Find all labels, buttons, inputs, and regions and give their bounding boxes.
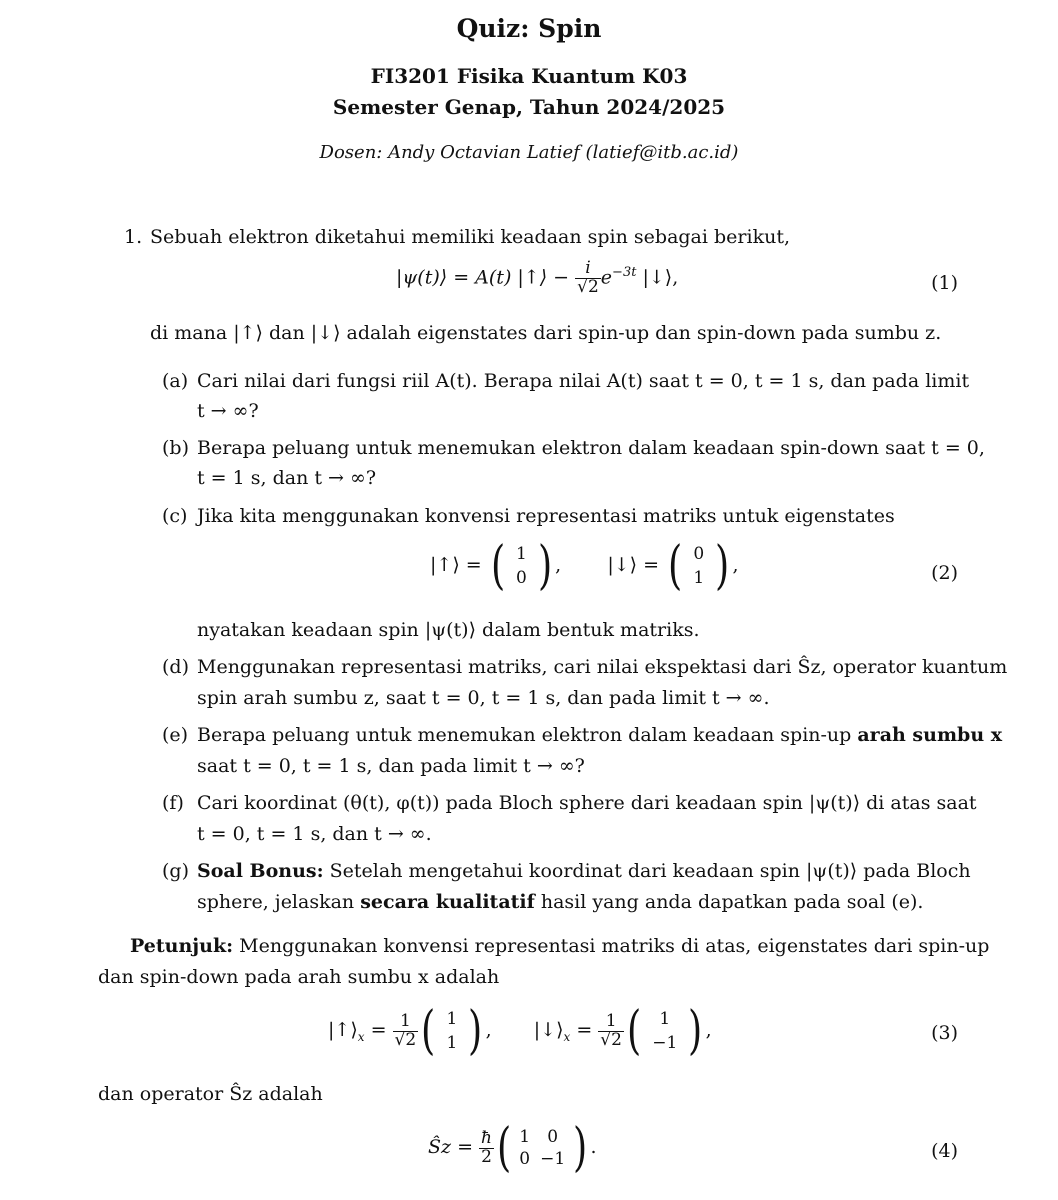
eq3-up-v1: 1 (446, 1033, 458, 1053)
eq3-down-v0: 1 (659, 1009, 671, 1029)
eq2-up-lhs: |↑⟩ = (430, 554, 482, 576)
eq4-num: ħ (481, 1127, 492, 1148)
part-g-label: (g) (162, 860, 189, 882)
eq1-den: √2 (577, 276, 599, 297)
equation-3: $|↑⟩_x$ = $\frac{1}{√2}$ ( 1 1 ) , $|↓⟩_x$ = $\frac{1}{√2}$ ( 1 −1 ) , (328, 1001, 712, 1061)
eq3-up-sub: x (357, 1029, 365, 1044)
page-title: Quiz: Spin (456, 14, 602, 43)
eq3-up-vector (438, 1007, 465, 1055)
eq4-den: 2 (481, 1146, 492, 1167)
eq3-frac1 (393, 1010, 419, 1050)
eq3-eq1: = (370, 1019, 387, 1041)
part-g-text2: sphere, jelaskan (197, 891, 361, 913)
part-f-label: (f) (162, 792, 184, 814)
part-e-line2: saat t = 0, t = 1 s, dan pada limit t → ∞? (197, 755, 585, 777)
eq2-down-v0: 0 (693, 544, 705, 564)
part-g-text1: Setelah mengetahui koordinat dari keadaan spin |ψ(t)⟩ pada Bloch (323, 860, 971, 882)
eq4-matrix (514, 1126, 570, 1170)
part-a-line1: Cari nilai dari fungsi riil A(t). Berapa nilai A(t) saat t = 0, t = 1 s, dan pada limit (197, 370, 970, 392)
part-g-line1 (197, 860, 971, 882)
eq3-up: |↑⟩ (328, 1019, 358, 1041)
part-e-line1 (197, 724, 1002, 746)
equation-number-2: (2) (931, 562, 958, 584)
eq4-lhs: Ŝz = (428, 1136, 473, 1158)
eq3-up-v0: 1 (446, 1009, 458, 1029)
eq3-num2: 1 (598, 1013, 624, 1032)
part-d-line1: Menggunakan representasi matriks, cari nilai ekspektasi dari Ŝz, operator kuantum (197, 656, 1008, 678)
hint-label: Petunjuk: (130, 935, 234, 957)
part-g-text3: hasil yang anda dapatkan pada soal (e). (534, 891, 924, 913)
question-explanation: di mana |↑⟩ dan |↓⟩ adalah eigenstates dari spin-up dan spin-down pada sumbu z. (150, 322, 942, 344)
eq1-tail: |↓⟩, (636, 266, 679, 289)
eq1-fraction (575, 260, 601, 297)
eq3-frac2 (598, 1010, 624, 1050)
eq3-den2: √2 (600, 1029, 622, 1050)
part-b-line1: Berapa peluang untuk menemukan elektron dalam keadaan spin-down saat t = 0, (197, 437, 985, 459)
eq1-exponent: −3t (612, 265, 637, 281)
hint-text1: Menggunakan konvensi representasi matriks di atas, eigenstates dari spin-up (233, 935, 990, 957)
equation-4: Ŝz = $\frac{ħ}{2}$ ( 1 0 0 −1 ) . (428, 1118, 597, 1178)
equation-number-1: (1) (931, 272, 958, 294)
eq4-m00: 1 (519, 1127, 531, 1147)
eq3-down: |↓⟩ (533, 1019, 564, 1041)
part-e-text: Berapa peluang untuk menemukan elektron dalam keadaan spin-up (197, 724, 858, 746)
eq1-exp-base: e (600, 266, 613, 289)
eq1-num: i (575, 260, 601, 279)
eq4-m11: −1 (540, 1149, 566, 1169)
eq3-num1: 1 (393, 1013, 419, 1032)
hint-line1 (130, 935, 989, 957)
hint-line2: dan spin-down pada arah sumbu x adalah (98, 966, 500, 988)
equation-2: |↑⟩ = ( 1 0 ) , |↓⟩ = ( 0 1 ) , (430, 536, 739, 596)
part-f-line2: t = 0, t = 1 s, dan t → ∞. (197, 823, 432, 845)
eq2-down-vector (685, 542, 712, 590)
part-c-line2: nyatakan keadaan spin |ψ(t)⟩ dalam bentuk matriks. (197, 619, 700, 641)
part-e-label: (e) (162, 724, 189, 746)
eq2-down-lhs: |↓⟩ = (607, 554, 660, 576)
part-e-bold: arah sumbu x (857, 724, 1003, 746)
hint-line3: dan operator Ŝz adalah (98, 1083, 323, 1105)
part-g-bonus-label: Soal Bonus: (197, 860, 324, 882)
eq4-m01: 0 (547, 1127, 559, 1147)
part-b-line2: t = 1 s, dan t → ∞? (197, 467, 377, 489)
eq3-down-sub: x (563, 1029, 571, 1044)
part-d-label: (d) (162, 656, 189, 678)
equation-number-3: (3) (931, 1022, 958, 1044)
lecturer: Dosen: Andy Octavian Latief (latief@itb.ac.id) (319, 142, 739, 163)
part-g-bold: secara kualitatif (360, 891, 535, 913)
eq2-up-v1: 0 (516, 568, 527, 588)
eq3-down-vector (644, 1007, 685, 1055)
part-b-label: (b) (162, 437, 189, 459)
eq1-lhs: |ψ(t)⟩ = A(t) |↑⟩ − (396, 266, 570, 289)
eq2-up-vector (508, 542, 535, 590)
part-c-label: (c) (162, 505, 188, 527)
part-d-line2: spin arah sumbu z, saat t = 0, t = 1 s, dan pada limit t → ∞. (197, 687, 770, 709)
eq3-down-v1: −1 (652, 1033, 678, 1053)
eq2-up-v0: 1 (516, 544, 527, 564)
part-a-label: (a) (162, 370, 189, 392)
part-g-line2 (197, 891, 923, 913)
part-c-line1: Jika kita menggunakan konvensi representasi matriks untuk eigenstates (197, 505, 895, 527)
eq4-m10: 0 (519, 1149, 531, 1169)
part-f-line1: Cari koordinat (θ(t), φ(t)) pada Bloch sphere dari keadaan spin |ψ(t)⟩ di atas saat (197, 792, 977, 814)
eq3-eq2: = (576, 1019, 593, 1041)
eq2-down-v1: 1 (693, 568, 705, 588)
equation-1 (396, 260, 678, 297)
equation-number-4: (4) (931, 1140, 958, 1162)
question-number: 1. (124, 226, 143, 248)
part-a-line2: t → ∞? (197, 400, 259, 422)
semester: Semester Genap, Tahun 2024/2025 (332, 95, 726, 119)
question-intro: Sebuah elektron diketahui memiliki keadaan spin sebagai berikut, (150, 226, 790, 248)
eq3-den1: √2 (394, 1029, 417, 1050)
course-name: FI3201 Fisika Kuantum K03 (370, 64, 688, 88)
eq4-frac (479, 1127, 494, 1167)
